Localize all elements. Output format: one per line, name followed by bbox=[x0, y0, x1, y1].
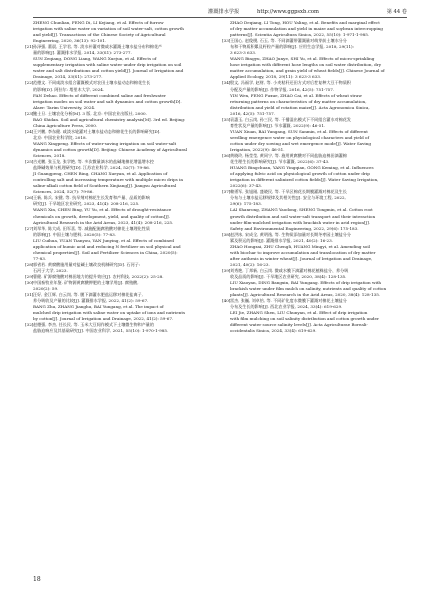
reference-line: water and salt distributions and cotton yield[J]. Journal of Irrigation and bbox=[33, 68, 184, 74]
reference-entry bbox=[25, 322, 205, 334]
reference-line: 分布与土壤水盐运移规律及其相关性[J]. 安全与环境工程, 2022, bbox=[230, 195, 346, 201]
reference-number: [36] bbox=[222, 153, 231, 159]
reference-line: distribution and yield of rotation maize[J]. Acta Agronomica Sinica, bbox=[230, 104, 370, 110]
reference-entry bbox=[25, 56, 205, 80]
reference-text bbox=[33, 238, 181, 262]
reference-line: Agricultural Research in the Arid Areas, 2023, 41(4): 208-216, 225. bbox=[33, 219, 174, 225]
reference-entry bbox=[222, 298, 402, 310]
reference-line: 2016, 42(5): 751-757. bbox=[230, 110, 276, 116]
reference-line: chemicals on growth, development, yield, and quality of cotton[J]. bbox=[33, 213, 170, 219]
reference-line: and yield[J]. Transactions of the Chinese Society of Agricultural bbox=[33, 32, 166, 38]
reference-line: 布和干物质积累及籽粒产量的影响[J]. 应用生态学报, 2018, 29(11): bbox=[230, 44, 355, 50]
reference-text bbox=[230, 268, 348, 280]
reference-line: 刘秀艳, 丁邦新, 白云岗. 微咸水膜下滴灌对棉花植株盐分、养分吸 bbox=[230, 267, 349, 273]
reference-line: LIU Xiaoyan, DING Bangxin, BAI Yungang. Effects of drip irrigation with bbox=[230, 280, 382, 286]
reference-line: China Agriculture Press, 2000. bbox=[33, 122, 98, 128]
reference-line: 吉光鹏, 张玉龙, 张学艳, 等. 多次微量滴水的盐碱地棉花增温增水控 bbox=[33, 159, 154, 165]
references-right-column bbox=[222, 20, 402, 334]
reference-text bbox=[33, 117, 185, 129]
reference-number: [34] bbox=[222, 80, 231, 86]
reference-entry bbox=[222, 310, 402, 334]
reference-line: 盐降碱效果与机理研究[D]. 江苏农业科学, 2024, 52(7): 79-86. bbox=[33, 165, 150, 171]
reference-entry bbox=[25, 93, 205, 111]
reference-line: 赵洪冰, 宋成全, 黄明逸, 等. 生物炭添加量对长期冬枣园土壤盐分分 bbox=[230, 231, 351, 237]
reference-line: mulched drip irrigation with saline water on uptake of ions and nutrients bbox=[33, 310, 186, 316]
reference-line: 王国心, 赵俊樸, 石玉, 等. 不同滴灌带灌溉量对萌芽前土壤水分分 bbox=[230, 38, 347, 44]
reference-line: YIN Wen, FENG Fuxue, ZHAO Cai, et al. Effects of wheat straw bbox=[230, 92, 362, 98]
reference-line: cotton under dry sowing and wet emergence mode[J]. Water Saving bbox=[230, 140, 371, 146]
reference-line: irrigation modes on soil water and salt dynamics and cotton growth[D]. bbox=[33, 98, 182, 104]
reference-entry bbox=[222, 189, 402, 207]
reference-text bbox=[230, 207, 375, 231]
reference-line: LIU Cuihua, YUAN Tianyou, YAN Junying, et al. Effects of combined bbox=[33, 237, 175, 243]
reference-line: LEI Jie, ZHANG Shen, LIU Chunyan, et al. Effect of drip irrigation bbox=[230, 310, 368, 316]
reference-line: JI Guangpeng, CHEN Bing, CHANG Xueyan, et al. Application of bbox=[33, 171, 168, 177]
reference-line: Drainage, 2014, 33(S1): 273-277. bbox=[33, 74, 103, 80]
reference-entry bbox=[25, 292, 205, 304]
reference-line: 雷杰, 张巍, 刘卓怡, 等. 不同矿化度水微膜下灌溉对棉花土壤盐分 bbox=[230, 298, 347, 304]
reference-line: under film-mulched irrigation with brackish water in arid region[J]. bbox=[230, 219, 371, 225]
reference-number: [31] bbox=[25, 292, 34, 298]
reference-line: 2020(2): 59. bbox=[33, 286, 59, 292]
reference-number: [23] bbox=[25, 110, 34, 116]
reference-line: 曹健. 矿源腐殖酸对棉田地力的提升效应[J]. 农村科技, 2022(2): 25-28. bbox=[33, 273, 164, 279]
reference-entry bbox=[25, 159, 205, 171]
reference-entry bbox=[222, 129, 402, 153]
reference-line: 王新, 陈兵, 宋健, 等. 抗旱剂对棉花生长发育和产量、品质的影响 bbox=[33, 195, 150, 201]
reference-line: 赖勇军, 张旭刚, 盛晓民, 等. 干旱区棉花长期膜灌溉对棉花及生长 bbox=[230, 189, 347, 195]
reference-line: 收及品质的影响[J]. 干旱地区农业研究, 2020, 38(4): 128-135. bbox=[230, 273, 347, 279]
reference-entry bbox=[222, 56, 402, 80]
reference-line: occidentalis Sinica, 2024, 33(4): 619-629. bbox=[230, 328, 317, 334]
reference-entry bbox=[222, 232, 402, 244]
reference-entry bbox=[25, 195, 205, 207]
reference-line: 研究[J]. 干旱地区农业研究, 2023, 41(4): 208-216, 225. bbox=[33, 201, 140, 207]
reference-text bbox=[33, 80, 150, 92]
reference-line: growth distribution and soil water-salt transport and their interaction bbox=[230, 213, 376, 219]
reference-entry bbox=[222, 38, 402, 56]
reference-line: ZHAO Hongzai, ZHU Chengli, HUANG Mingyi, et al. Amending soil bbox=[230, 243, 370, 249]
reference-line: Alaer: Tarim University, 2024. bbox=[33, 104, 96, 110]
reference-line: 袁惠玉, 白云岗, 孙三民, 等. 干播湿出模式下不同组合灌水对棉花发 bbox=[230, 116, 351, 122]
reference-line: of applying fulvic acid on physiological growth of cotton under drip bbox=[230, 171, 370, 177]
journal-url[interactable]: http://www.ggpsxb.com bbox=[257, 9, 319, 15]
reference-line: 黄晓玲, 杨莹莹, 黄同宁, 等. 施用黄腐酸对不同盐胁迫棉田滴灌棉 bbox=[230, 153, 347, 159]
reference-line: FAN Dehao. Effects of different combined saline and freshwater bbox=[33, 92, 166, 98]
reference-number: [32] bbox=[25, 322, 34, 328]
reference-number: [26] bbox=[25, 195, 34, 201]
reference-number: [27] bbox=[25, 225, 34, 231]
reference-line: plants[J]. Agricultural Research in the Arid Areas, 2020, 38(4): 128-135. bbox=[230, 292, 381, 298]
reference-entry bbox=[25, 238, 205, 262]
reference-text bbox=[230, 93, 370, 117]
reference-line: chemical properties[J]. Soil and Fertilizer Sciences in China, 2020(5): bbox=[33, 249, 178, 255]
reference-line: 量的影响[J]. 灌溉排水学报, 2014, 33(S1): 273-277. bbox=[33, 50, 132, 56]
reference-entry bbox=[222, 165, 402, 189]
reference-number: [24] bbox=[25, 128, 34, 134]
reference-line: matter accumulation, and grain yield of wheat fields[J]. Chinese Journal of bbox=[230, 68, 385, 74]
reference-number: [38] bbox=[222, 231, 231, 237]
reference-entry bbox=[222, 117, 402, 129]
reference-number: [37] bbox=[222, 189, 231, 195]
reference-line: 2022(6): 37-43. bbox=[230, 183, 263, 189]
reference-line: Sciences, 2024, 52(7): 79-86. bbox=[33, 189, 94, 195]
reference-line: Applied Ecology, 2018, 29(11): 3 623-3 633. bbox=[230, 74, 322, 80]
reference-line: 育性状及产量的影响[J]. 节水灌溉, 2022(9): 46-51. bbox=[230, 122, 326, 128]
reference-line: ZHENG Chunlian, FENG Di, LI Kejiang, et al. Effects of furrow bbox=[33, 20, 164, 25]
volume-label: 第 44 卷 bbox=[386, 9, 407, 15]
reference-text bbox=[230, 280, 386, 298]
reference-text bbox=[33, 292, 148, 304]
reference-line: WANG Bingyu, ZHAO Junye, SHI Yu, et al. Effects of micro-sprinkling bbox=[230, 56, 375, 62]
reference-line: 花生理生长的影响研究[J]. 节水灌溉, 2022(6): 37-43. bbox=[230, 159, 330, 165]
page-number: 18 bbox=[33, 576, 41, 583]
reference-number: [28] bbox=[25, 261, 34, 267]
reference-line: seedling emergence water on physiological characters and yield of bbox=[230, 134, 370, 140]
reference-text bbox=[33, 280, 139, 292]
reference-entry bbox=[25, 117, 205, 129]
reference-text bbox=[230, 117, 351, 129]
reference-entry bbox=[25, 280, 205, 292]
reference-text bbox=[230, 310, 379, 334]
reference-line: 赵德强, 李杰, 任长民, 等. 玉米大豆间作模式下土壤微生物和产量的 bbox=[33, 322, 154, 328]
reference-line: WANG Xingpeng. Effects of water-saving irrigation on soil water-salt bbox=[33, 140, 177, 146]
reference-line: controlling salt and increasing temperature with multiple micro drips in bbox=[33, 177, 184, 183]
reference-line: WANG Xin, CHEN Bing, YU Yu, et al. Effects of drought-resistance bbox=[33, 207, 172, 213]
reference-text bbox=[33, 226, 150, 238]
reference-line: 王兴鹏, 李东健. 咸淡水轮灌对土壤水盐动态和棉花生长的影响研究[D]. bbox=[33, 128, 161, 134]
reference-line: Irrigation, 2022(9): 46-51. bbox=[230, 146, 285, 152]
reference-line: BANG Zhu, ZHANG Jianghu, BAI Yungang, et al. The impact of bbox=[33, 304, 164, 310]
reference-line: of dry matter accumulation and yield in maize and soybean intercropping bbox=[230, 26, 383, 32]
reference-text bbox=[33, 159, 154, 171]
reference-line: saline-alkali cotton field of Southern Xinjiang[J]. Jiangsu Agricultural bbox=[33, 183, 177, 189]
reference-entry bbox=[222, 207, 402, 231]
reference-text bbox=[230, 189, 347, 207]
reference-entry bbox=[25, 129, 205, 141]
reference-line: 77-83. bbox=[33, 255, 47, 261]
reference-text bbox=[230, 153, 347, 165]
reference-line: 范德文. 不同咸淡水组合灌溉模式对农田土壤水盐动态和棉花生长 bbox=[33, 80, 151, 86]
reference-text bbox=[33, 44, 162, 56]
reference-line: brackish water under film mulch on salinity, nutrients and quality of cotton bbox=[230, 286, 387, 292]
reference-number: [30] bbox=[25, 280, 34, 286]
journal-name: 灌溉排水学报 bbox=[208, 9, 240, 15]
reference-text bbox=[33, 322, 168, 334]
reference-line: BAO Shidan. Soil and agricultural chemistry analysis[M]. 3rd ed. Beijing: bbox=[33, 116, 186, 122]
reference-entry bbox=[222, 93, 402, 117]
reference-number: [22] bbox=[25, 80, 34, 86]
reference-line: 29(6): 175-183. bbox=[230, 201, 263, 207]
reference-entry bbox=[222, 153, 402, 165]
reference-line: 养分吸收及产量的比较[J]. 灌溉排水学报, 2022, 41(2): 59-67. bbox=[33, 298, 149, 304]
reference-line: Safety and Environmental Engineering, 2022, 29(6): 175-183. bbox=[230, 225, 359, 231]
reference-line: irrigation with saline water on variation of soil water-salt, cotton growth bbox=[33, 26, 184, 32]
reference-line: 2021, 40(2): 16-23. bbox=[230, 261, 270, 267]
reference-line: by cotton[J]. Journal of Irrigation and Drainage, 2022, 41(2): 59-67. bbox=[33, 316, 174, 322]
reference-line: ZHAO Deqiang, LI Tong, HOU Yaling, et al. Benefits and marginal effect bbox=[230, 20, 380, 25]
reference-line: HUANG Bingchuan, YANG Yingqian, GONG Keming, et al. Influences bbox=[230, 165, 374, 171]
reference-line: 的影响[J]. 中国土壤与肥料, 2020(5): 77-83. bbox=[33, 231, 116, 237]
reference-line: 孙泽强, 董晨, 王学君, 等. 淡水补灌对微咸水灌溉土壤水盐分布和棉花产 bbox=[33, 44, 163, 50]
reference-entry bbox=[25, 207, 205, 225]
reference-text bbox=[230, 232, 351, 244]
reference-number: [21] bbox=[25, 44, 34, 50]
reference-text bbox=[230, 129, 371, 153]
reference-line: 分配及产量的影响[J]. 作物学报, 2016, 42(5): 751-757. bbox=[230, 86, 335, 92]
reference-line: patterns[J]. Scientia Agricultura Sinica, 2022, 55(10): 1-971-1-985. bbox=[230, 32, 370, 38]
reference-entry bbox=[222, 80, 402, 92]
reference-entry bbox=[25, 20, 205, 44]
reference-number: [35] bbox=[222, 116, 231, 122]
reference-line: 中国畜牧业年鉴. 矿物源黄腐酸钾肥的土壤学用[J]. 腐殖酸, bbox=[33, 280, 139, 286]
reference-line: 北京: 中国农业科学院, 2018. bbox=[33, 134, 87, 140]
reference-text bbox=[230, 38, 354, 56]
reference-text bbox=[33, 304, 185, 322]
reference-line: 石河子大学, 2023. bbox=[33, 267, 68, 273]
reference-text bbox=[33, 129, 161, 141]
reference-text bbox=[33, 141, 187, 159]
reference-text bbox=[33, 93, 182, 111]
reference-number: [39] bbox=[222, 267, 231, 273]
reference-line: 郭省若. 黄腐酸施用量对盐碱土壤改良机制研究[D]. 石河子: bbox=[33, 261, 141, 267]
reference-text bbox=[33, 195, 150, 207]
reference-entry bbox=[222, 268, 402, 280]
reference-entry bbox=[222, 244, 402, 268]
reference-entry bbox=[25, 171, 205, 195]
reference-line: YUAN Xiuan, BAI Yungang, SUN Sanmin, et al. Effects of different bbox=[230, 128, 368, 134]
reference-line: different water source salinity levels[J]. Acta Agriculturae Boreali- bbox=[230, 322, 368, 328]
reference-line: 累及积运的影响[J]. 灌溉排水学报, 2021, 40(2): 16-23. bbox=[230, 237, 334, 243]
reference-line: with film mulching on soil salinity distribution and cotton growth under bbox=[230, 316, 379, 322]
reference-text bbox=[230, 80, 351, 92]
reference-line: SUN Zeqiang, DONG Liang, WANG Xuejun, et al. Effects of bbox=[33, 56, 157, 62]
reference-entry bbox=[25, 262, 205, 274]
reference-line: 殷文, 冯福学, 赵财, 等. 小麦秸秆还田方式对后茬复种大豆干物质积 bbox=[230, 80, 351, 86]
reference-text bbox=[33, 171, 183, 195]
reference-line: 汪好, 金江辉, 白云岗, 等. 膜下滴灌水肥盐运移对棉花盐离子, bbox=[33, 292, 143, 298]
reference-text bbox=[230, 165, 378, 189]
reference-line: 刘翠华, 陈大成, 田军喜, 等. 减施配施腐殖酸对棉花土壤理化性质 bbox=[33, 225, 150, 231]
reference-line: after anthesis in winter wheat[J]. Journal of Irrigation and Drainage, bbox=[230, 255, 373, 261]
reference-line: returning patterns on characteristics of dry matter accumulation, bbox=[230, 98, 367, 104]
reference-line: 分布及生长的影响[J]. 西北农业学报, 2024, 33(4): 619-629. bbox=[230, 304, 343, 310]
reference-entry bbox=[222, 20, 402, 38]
reference-line: 盐胁迫响应及其基础研究[J]. 中国农业科学, 2021, 55(10): 1-970-1-985. bbox=[33, 328, 169, 334]
reference-line: Sciences, 2018. bbox=[33, 153, 66, 159]
reference-text bbox=[33, 262, 140, 274]
reference-line: hose irrigation with different hose lengths on soil water distribution, dry bbox=[230, 62, 382, 68]
reference-text bbox=[230, 244, 376, 268]
reference-number: [40] bbox=[222, 298, 231, 304]
reference-text bbox=[230, 298, 347, 310]
reference-entry bbox=[25, 141, 205, 159]
reference-line: LAI Shanrong, ZHANG Yaodong, SHENG Tongmin, et al. Cotton root bbox=[230, 207, 373, 213]
reference-number: [29] bbox=[25, 273, 34, 279]
reference-entry bbox=[25, 304, 205, 322]
page-header bbox=[33, 7, 407, 18]
reference-text bbox=[33, 20, 184, 44]
reference-line: supplementary irrigation with saline water under drip irrigation on soil bbox=[33, 62, 182, 68]
reference-entry bbox=[25, 80, 205, 92]
reference-text bbox=[33, 207, 173, 225]
reference-entry bbox=[25, 44, 205, 56]
reference-line: 的影响[D]. 阿拉尔: 塔里木大学, 2024. bbox=[33, 86, 105, 92]
reference-line: 3 623-3 633. bbox=[230, 50, 257, 56]
reference-line: dynamics and cotton growth[D]. Beijing: Chinese Academy of Agricultural bbox=[33, 146, 188, 152]
reference-number: [33] bbox=[222, 38, 231, 44]
reference-text bbox=[33, 56, 183, 80]
reference-text bbox=[230, 56, 385, 80]
reference-entry bbox=[25, 226, 205, 238]
reference-line: irrigation in different salinized cotton fields[J]. Water Saving Irrigation, bbox=[230, 177, 379, 183]
reference-line: 鲍士旦. 土壤农化分析[M]. 3 版. 北京: 中国农业出版社, 2000. bbox=[33, 110, 147, 116]
reference-entry bbox=[222, 280, 402, 298]
reference-text bbox=[230, 20, 383, 38]
reference-line: application of humic acid and reducing N fertilizer on soil physical and bbox=[33, 243, 181, 249]
references-left-column bbox=[25, 20, 205, 334]
reference-number: [25] bbox=[25, 159, 34, 165]
reference-line: with biochar to improve accumulation and translocation of dry matter bbox=[230, 249, 376, 255]
reference-line: Engineering, 2020, 36(13): 92-101. bbox=[33, 38, 107, 44]
